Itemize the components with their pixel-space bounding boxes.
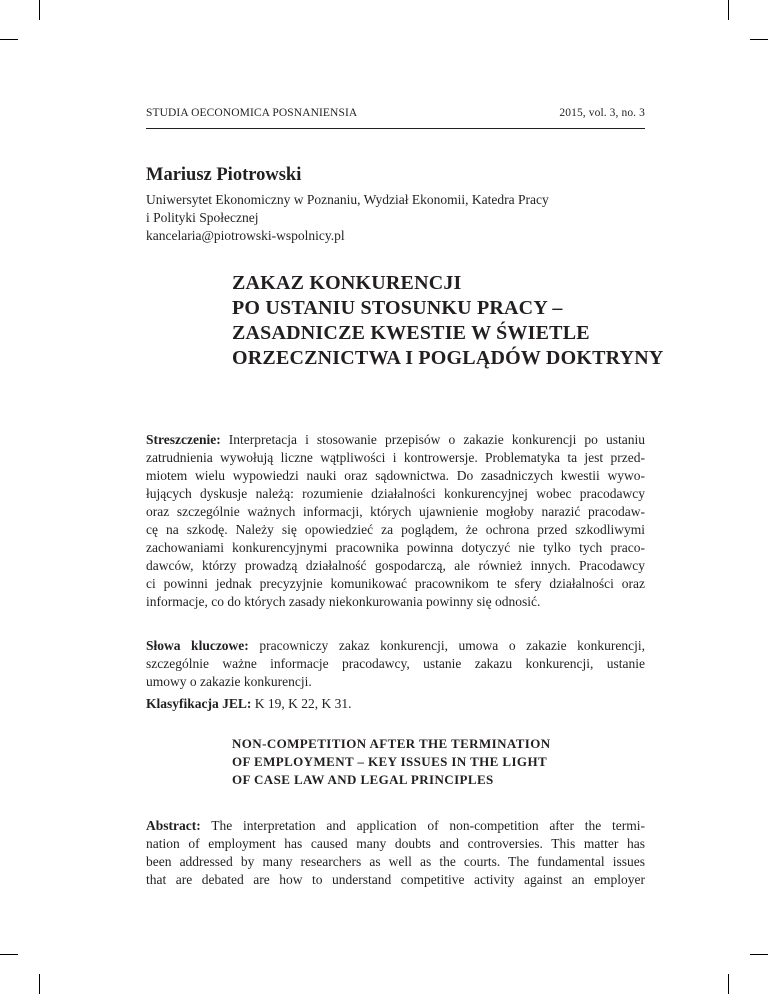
streszczenie-line: zachowaniami konkurencyjnymi pracownika powinna dotyczyć nie tylko tych praco- bbox=[146, 540, 645, 555]
keywords-label: Słowa kluczowe: bbox=[146, 638, 249, 653]
streszczenie-line: cę na szkodę. Należy się opowiedzieć za poglądem, że ochrona przed szkodliwymi bbox=[146, 522, 645, 537]
title-english bbox=[232, 735, 632, 789]
affiliation-line: i Polityki Społecznej bbox=[146, 210, 259, 225]
streszczenie-paragraph bbox=[146, 431, 645, 611]
author-name: Mariusz Piotrowski bbox=[146, 165, 302, 185]
journal-name: STUDIA OECONOMICA POSNANIENSIA bbox=[146, 107, 358, 119]
streszczenie-line: Interpretacja i stosowanie przepisów o zakazie konkurencji po ustaniu bbox=[220, 432, 645, 447]
crop-mark bbox=[0, 39, 18, 40]
abstract-paragraph bbox=[146, 817, 645, 889]
author-affiliation bbox=[146, 191, 666, 245]
abstract-line: The interpretation and application of non-competition after the termi- bbox=[200, 818, 645, 833]
keywords-line: szczególnie ważne informacje pracodawcy, ustanie zakazu konkurencji, ustanie bbox=[146, 656, 645, 671]
title-polish bbox=[232, 271, 672, 371]
jel-paragraph bbox=[146, 695, 645, 713]
keywords-line: umowy o zakazie konkurencji. bbox=[146, 674, 312, 689]
title-line: ORZECZNICTWA I POGLĄDÓW DOKTRYNY bbox=[232, 347, 664, 369]
header-rule bbox=[146, 128, 645, 129]
abstract-line: been addressed by many researchers as well as the courts. The fundamental issues bbox=[146, 854, 645, 869]
crop-mark bbox=[750, 954, 768, 955]
streszczenie-line: informacje, co do których zasady niekonkurowania powinny się odnosić. bbox=[146, 594, 541, 609]
abstract-line: nation of employment has caused many doubts and controversies. This matter has bbox=[146, 836, 645, 851]
crop-mark bbox=[0, 954, 18, 955]
streszczenie-line: dawców, którzy prowadzą działalność gospodarczą, ale również innych. Pracodawcy bbox=[146, 558, 645, 573]
affiliation-line: Uniwersytet Ekonomiczny w Poznaniu, Wydział Ekonomii, Katedra Pracy bbox=[146, 192, 549, 207]
jel-codes: K 19, K 22, K 31. bbox=[251, 696, 352, 711]
crop-mark bbox=[728, 0, 729, 20]
streszczenie-line: miotem wielu wypowiedzi nauki oraz sądownictwa. Do zasadniczych kwestii wywo- bbox=[146, 468, 645, 483]
title-line: PO USTANIU STOSUNKU PRACY – bbox=[232, 297, 563, 319]
keywords-paragraph bbox=[146, 637, 645, 691]
abstract-line: that are debated are how to understand competitive activity against an employer bbox=[146, 872, 645, 887]
author-email: kancelaria@piotrowski-wspolnicy.pl bbox=[146, 228, 345, 243]
abstract-label: Abstract: bbox=[146, 818, 201, 833]
title-line: ZAKAZ KONKURENCJI bbox=[232, 272, 462, 294]
issue-info: 2015, vol. 3, no. 3 bbox=[559, 107, 645, 119]
title-line: ZASADNICZE KWESTIE W ŚWIETLE bbox=[232, 322, 590, 344]
streszczenie-line: oraz szczególnie ważnych informacji, których ujawnienie mogłoby narazić pracodaw- bbox=[146, 504, 645, 519]
streszczenie-line: łujących dyskusje należą: rozumienie działalności konkurencyjnej wobec pracodawcy bbox=[146, 486, 645, 501]
keywords-line: pracowniczy zakaz konkurencji, umowa o zakazie konkurencji, bbox=[248, 638, 645, 653]
streszczenie-label: Streszczenie: bbox=[146, 432, 221, 447]
streszczenie-line: ci powinni jednak precyzyjnie komunikować pracownikom te sfery działalności oraz bbox=[146, 576, 645, 591]
crop-mark bbox=[728, 974, 729, 994]
crop-mark bbox=[750, 39, 768, 40]
crop-mark bbox=[39, 0, 40, 20]
streszczenie-line: zatrudnienia wywołują liczne wątpliwości i kontrowersje. Problematyka ta jest przed- bbox=[146, 450, 645, 465]
jel-label: Klasyfikacja JEL: bbox=[146, 696, 252, 711]
title-line: NON-COMPETITION AFTER THE TERMINATION bbox=[232, 736, 551, 751]
title-line: OF CASE LAW AND LEGAL PRINCIPLES bbox=[232, 772, 494, 787]
title-line: OF EMPLOYMENT – KEY ISSUES IN THE LIGHT bbox=[232, 754, 548, 769]
crop-mark bbox=[39, 974, 40, 994]
